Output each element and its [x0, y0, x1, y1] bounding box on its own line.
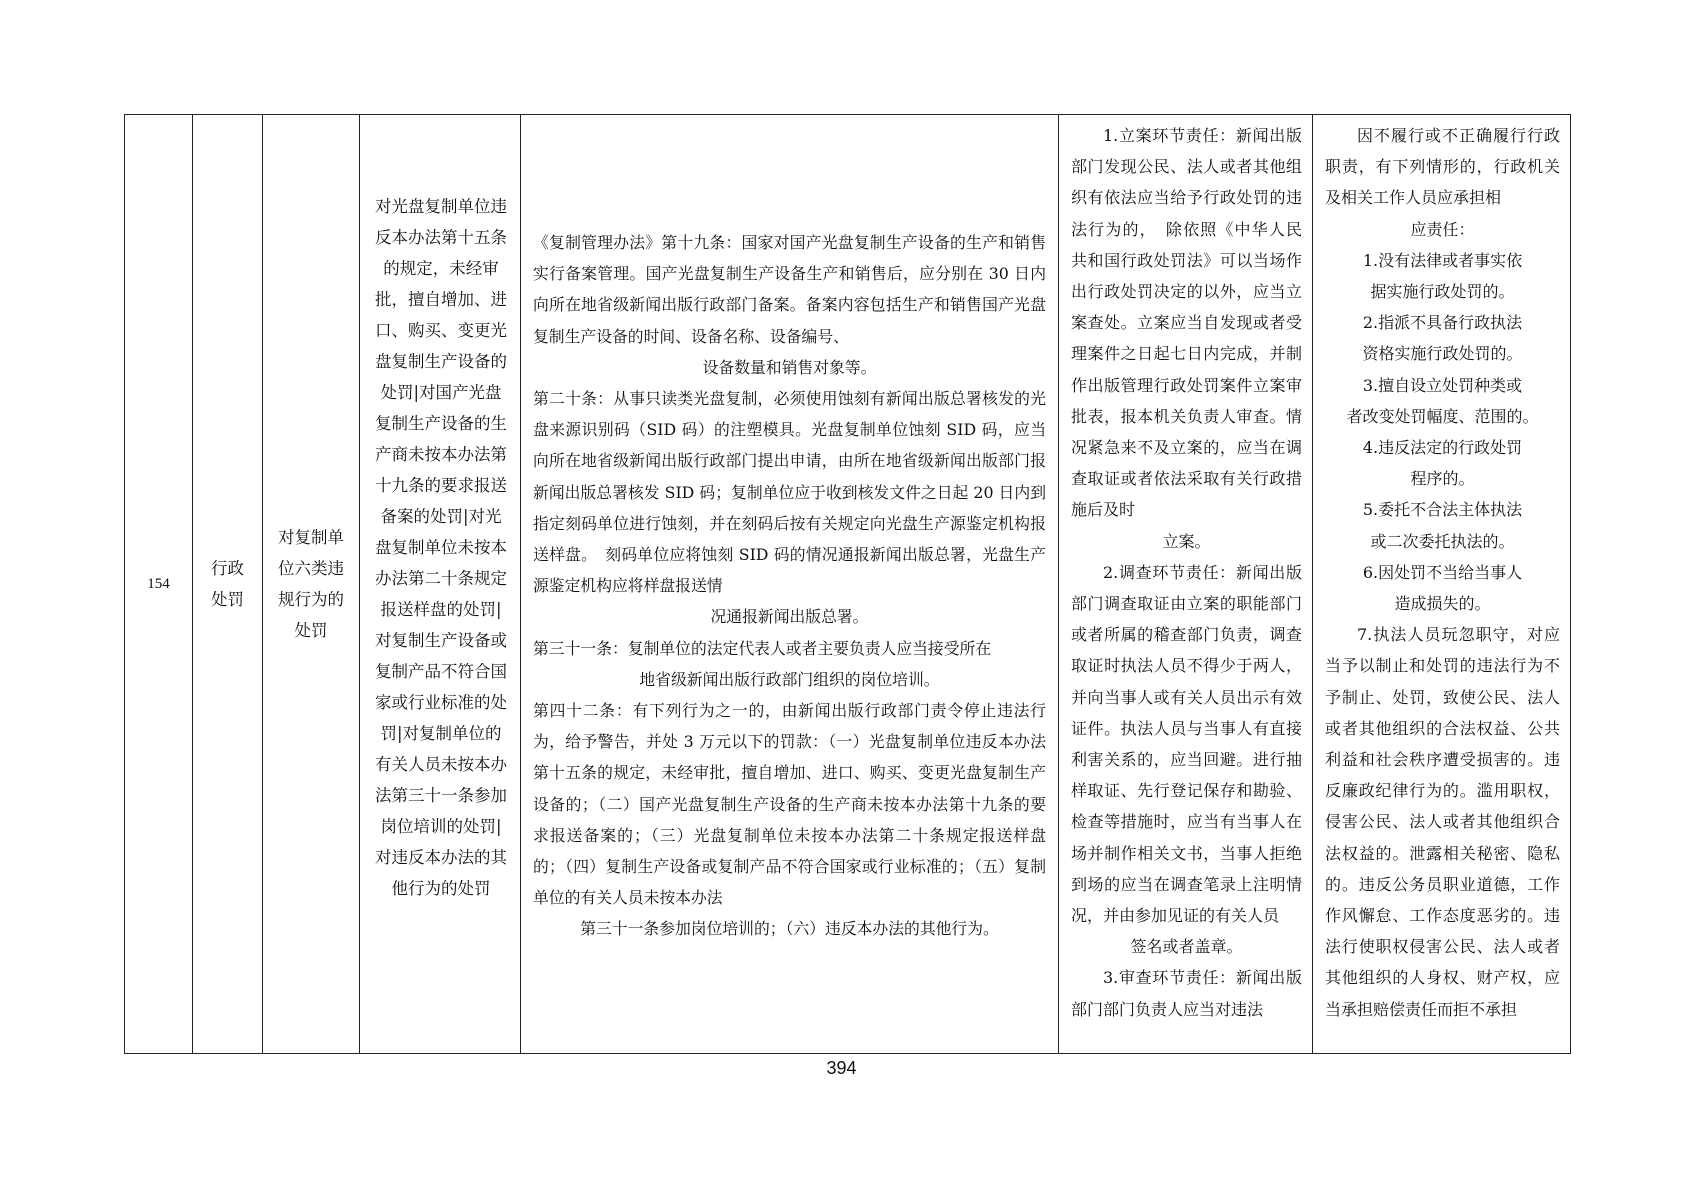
table-row [125, 115, 1571, 1054]
responsibility-filing: 1.立案环节责任：新闻出版部门发现公民、法人或者其他组织有依法应当给予行政处罚的违法行为的， 除依照《中华人民共和国行政处罚法》可以当场作出行政处罚决定的以外，应当立案查处。立案应当自发现或者受理案件之日起七日内完成，并制作出版管理行政处罚案件立案审批表，报本机关负责人审查。情况紧急来不及立案的，应当在调查取证或者依法采取有关行政措施后及时 [1071, 126, 1302, 520]
accountability-item-3: 3.擅自设立处罚种类或 [1362, 375, 1523, 395]
sub-items-cell [360, 115, 521, 1054]
responsibility-investigation-end: 签名或者盖章。 [1130, 937, 1243, 957]
responsibility-filing-end: 立案。 [1162, 531, 1211, 551]
basis-article-20: 第二十条：从事只读类光盘复制，必须使用蚀刻有新闻出版总署核发的光盘来源识别码（SID 码）的注塑模具。光盘复制单位蚀刻 SID 码，应当向所在地省级新闻出版行政部门提出申请，由所在地省级新闻出版部门报新闻出版总署核发 SID 码；复制单位应于收到核发文件之日起 20 日内到指定刻码单位进行蚀刻，并在刻码后按有关规定向光盘生产源鉴定机构报送样盘。 刻码单位应将蚀刻 SID 码的情况通报新闻出版总署，光盘生产源鉴定机构应将样盘报送情 [533, 389, 1046, 596]
accountability-item-4: 4.违反法定的行政处罚 [1362, 438, 1523, 458]
responsibility-review: 3.审查环节责任：新闻出版部门部门负责人应当对违法 [1071, 968, 1302, 1019]
accountability-item-2: 2.指派不具备行政执法 [1362, 313, 1523, 333]
accountability-item-1: 1.没有法律或者事实依 [1362, 250, 1523, 270]
item-number-cell [125, 115, 193, 1054]
responsibility-cell [1059, 115, 1313, 1054]
accountability-cell [1313, 115, 1571, 1054]
legal-basis-cell [521, 115, 1059, 1054]
responsibility-investigation: 2.调查环节责任：新闻出版部门调查取证由立案的职能部门或者所属的稽查部门负责，调查取证时执法人员不得少于两人，并向当事人或有关人员出示有效证件。执法人员与当事人有直接利害关系的，应当回避。进行抽样取证、先行登记保存和勘验、检查等措施时，应当有当事人在场并制作相关文书，当事人拒绝到场的应当在调查笔录上注明情况，并由参加见证的有关人员 [1071, 562, 1302, 926]
accountability-intro-end: 应责任： [1410, 219, 1475, 239]
basis-article-19-end: 设备数量和销售对象等。 [702, 357, 877, 377]
accountability-intro: 因不履行或不正确履行行政职责，有下列情形的，行政机关及相关工作人员应承担相 [1325, 126, 1560, 208]
basis-article-19: 《复制管理办法》第十九条：国家对国产光盘复制生产设备的生产和销售实行备案管理。国产光盘复制生产设备生产和销售后，应分别在 30 日内向所在地省级新闻出版行政部门备案。备案内容包括生产和销售国产光盘复制生产设备的时间、设备名称、设备编号、 [533, 233, 1046, 346]
item-name-cell [263, 115, 360, 1054]
category: 行政处罚 [211, 559, 244, 609]
accountability-item-1-end: 据实施行政处罚的。 [1370, 282, 1515, 302]
sub-items: 对光盘复制单位违反本办法第十五条的规定，未经审批，擅自增加、进口、购买、变更光盘复制生产设备的处罚|对国产光盘复制生产设备的生产商未按本办法第十九条的要求报送备案的处罚|对光盘复制单位未按本办法第二十条规定报送样盘的处罚|对复制生产设备或复制产品不符合国家或行业标准的处罚|对复制单位的有关人员未按本办法第三十一条参加岗位培训的处罚|对违反本办法的其他行为的处罚 [375, 197, 507, 898]
item-number: 154 [147, 575, 170, 592]
accountability-item-3-end: 者改变处罚幅度、范围的。 [1346, 406, 1539, 426]
accountability-item-6-end: 造成损失的。 [1394, 594, 1491, 614]
accountability-item-6: 6.因处罚不当给当事人 [1362, 562, 1523, 582]
basis-article-42-end: 第三十一条参加岗位培训的；（六）违反本办法的其他行为。 [580, 919, 999, 939]
accountability-item-5-end: 或二次委托执法的。 [1370, 531, 1515, 551]
penalty-table [124, 114, 1571, 1054]
accountability-item-2-end: 资格实施行政处罚的。 [1362, 344, 1523, 364]
basis-article-31-end: 地省级新闻出版行政部门组织的岗位培训。 [639, 669, 940, 689]
accountability-item-4-end: 程序的。 [1410, 469, 1475, 489]
basis-article-31: 第三十一条：复制单位的法定代表人或者主要负责人应当接受所在 [533, 638, 992, 658]
accountability-item-7: 7.执法人员玩忽职守，对应当予以制止和处罚的违法行为不予制止、处罚，致使公民、法人或者其他组织的合法权益、公共利益和社会秩序遭受损害的。违反廉政纪律行为的。滥用职权，侵害公民、法人或者其他组织合法权益的。泄露相关秘密、隐私的。违反公务员职业道德，工作作风懈怠、工作态度恶劣的。违法行使职权侵害公民、法人或者其他组织的人身权、财产权，应当承担赔偿责任而拒不承担 [1325, 625, 1560, 1019]
basis-article-20-end: 况通报新闻出版总署。 [710, 607, 869, 627]
item-name: 对复制单位六类违规行为的处罚 [278, 528, 344, 640]
page-number: 394 [826, 1058, 857, 1078]
accountability-item-5: 5.委托不合法主体执法 [1362, 500, 1523, 520]
category-cell [193, 115, 263, 1054]
basis-article-42: 第四十二条：有下列行为之一的，由新闻出版行政部门责令停止违法行为，给予警告，并处 3 万元以下的罚款：（一）光盘复制单位违反本办法第十五条的规定，未经审批，擅自增加、进口、购买、变更光盘复制生产设备的；（二）国产光盘复制生产设备的生产商未按本办法第十九条的要求报送备案的；（三）光盘复制单位未按本办法第二十条规定报送样盘的；（四）复制生产设备或复制产品不符合国家或行业标准的；（五）复制单位的有关人员未按本办法 [533, 701, 1046, 908]
